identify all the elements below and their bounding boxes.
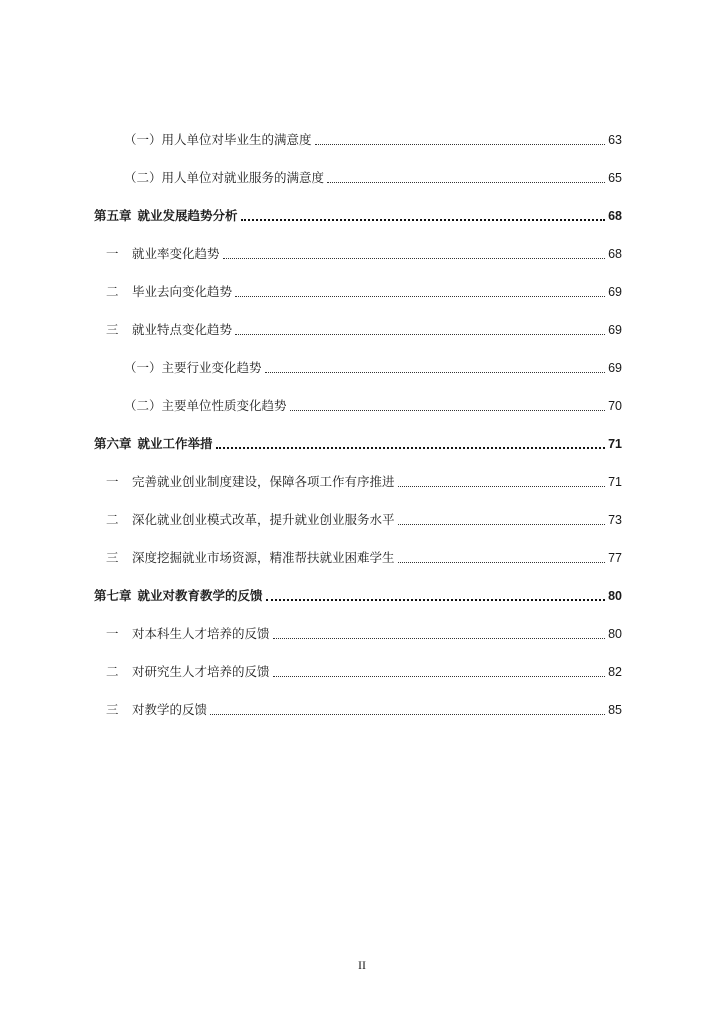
toc-entry-page: 65 <box>608 171 622 185</box>
toc-entry[interactable] <box>94 648 622 686</box>
toc-entry-page: 80 <box>608 627 622 641</box>
toc-entry[interactable] <box>94 154 622 192</box>
page-number: II <box>358 958 366 972</box>
toc-entry[interactable] <box>94 496 622 534</box>
toc-entry-number: 一 <box>106 626 119 641</box>
toc-entry[interactable] <box>94 382 622 420</box>
toc-entry-page: 71 <box>608 437 622 451</box>
toc-entry[interactable] <box>94 268 622 306</box>
toc-entry-title: 毕业去向变化趋势 <box>132 284 233 299</box>
toc-entry-number: （二） <box>124 170 162 185</box>
dot-leader <box>290 410 606 411</box>
toc-entry-title: 就业发展趋势分析 <box>137 208 238 223</box>
toc-entry[interactable] <box>94 230 622 268</box>
toc-entry-title: 完善就业创业制度建设，保障各项工作有序推进 <box>132 474 395 489</box>
toc-entry-number: （一） <box>124 132 162 147</box>
toc-chapter-entry[interactable] <box>94 572 622 610</box>
dot-leader <box>223 258 606 259</box>
dot-leader <box>315 144 606 145</box>
toc-entry-page: 80 <box>608 589 622 603</box>
table-of-contents <box>94 116 622 724</box>
toc-entry-number: 二 <box>106 512 119 527</box>
dot-leader <box>235 334 605 335</box>
dot-leader <box>273 676 606 677</box>
toc-entry-page: 68 <box>608 209 622 223</box>
toc-entry-page: 82 <box>608 665 622 679</box>
toc-entry[interactable] <box>94 116 622 154</box>
toc-entry-title: 对本科生人才培养的反馈 <box>132 626 270 641</box>
toc-entry-title: 主要行业变化趋势 <box>161 360 262 375</box>
dot-leader <box>398 524 606 525</box>
toc-entry-title: 就业特点变化趋势 <box>132 322 233 337</box>
toc-entry-number: 一 <box>106 246 119 261</box>
toc-entry-number: 第六章 <box>94 436 132 451</box>
toc-entry-page: 68 <box>608 247 622 261</box>
toc-entry-page: 73 <box>608 513 622 527</box>
toc-entry-title: 对教学的反馈 <box>132 702 208 717</box>
toc-entry[interactable] <box>94 344 622 382</box>
toc-entry-number: （一） <box>124 360 162 375</box>
toc-entry-title: 深度挖掘就业市场资源，精准帮扶就业困难学生 <box>132 550 395 565</box>
dot-leader <box>241 219 606 221</box>
toc-entry-number: 第七章 <box>94 588 132 603</box>
toc-entry[interactable] <box>94 610 622 648</box>
toc-entry-number: 一 <box>106 474 119 489</box>
toc-entry-number: 三 <box>106 550 119 565</box>
dot-leader <box>327 182 605 183</box>
toc-entry-page: 85 <box>608 703 622 717</box>
toc-entry-title: 用人单位对毕业生的满意度 <box>161 132 312 147</box>
toc-entry-page: 63 <box>608 133 622 147</box>
toc-entry-number: 第五章 <box>94 208 132 223</box>
toc-entry-number: 二 <box>106 284 119 299</box>
dot-leader <box>273 638 606 639</box>
toc-entry-title: 深化就业创业模式改革，提升就业创业服务水平 <box>132 512 395 527</box>
toc-chapter-entry[interactable] <box>94 420 622 458</box>
toc-entry-title: 主要单位性质变化趋势 <box>161 398 287 413</box>
toc-entry-title: 就业对教育教学的反馈 <box>137 588 263 603</box>
dot-leader <box>216 447 606 449</box>
toc-entry-page: 69 <box>608 285 622 299</box>
dot-leader <box>398 562 606 563</box>
toc-entry-title: 就业工作举措 <box>137 436 213 451</box>
toc-entry-title: 就业率变化趋势 <box>132 246 220 261</box>
toc-chapter-entry[interactable] <box>94 192 622 230</box>
toc-entry-number: 三 <box>106 322 119 337</box>
toc-entry[interactable] <box>94 686 622 724</box>
toc-entry-title: 用人单位对就业服务的满意度 <box>161 170 325 185</box>
toc-entry[interactable] <box>94 458 622 496</box>
toc-entry-number: （二） <box>124 398 162 413</box>
toc-entry-number: 二 <box>106 664 119 679</box>
toc-entry-title: 对研究生人才培养的反馈 <box>132 664 270 679</box>
toc-entry-page: 77 <box>608 551 622 565</box>
toc-entry-page: 71 <box>608 475 622 489</box>
toc-entry-page: 70 <box>608 399 622 413</box>
dot-leader <box>265 372 606 373</box>
toc-entry-page: 69 <box>608 361 622 375</box>
toc-entry-number: 三 <box>106 702 119 717</box>
toc-entry[interactable] <box>94 534 622 572</box>
dot-leader <box>398 486 606 487</box>
dot-leader <box>266 599 606 601</box>
dot-leader <box>235 296 605 297</box>
dot-leader <box>210 714 605 715</box>
toc-entry-page: 69 <box>608 323 622 337</box>
toc-entry[interactable] <box>94 306 622 344</box>
